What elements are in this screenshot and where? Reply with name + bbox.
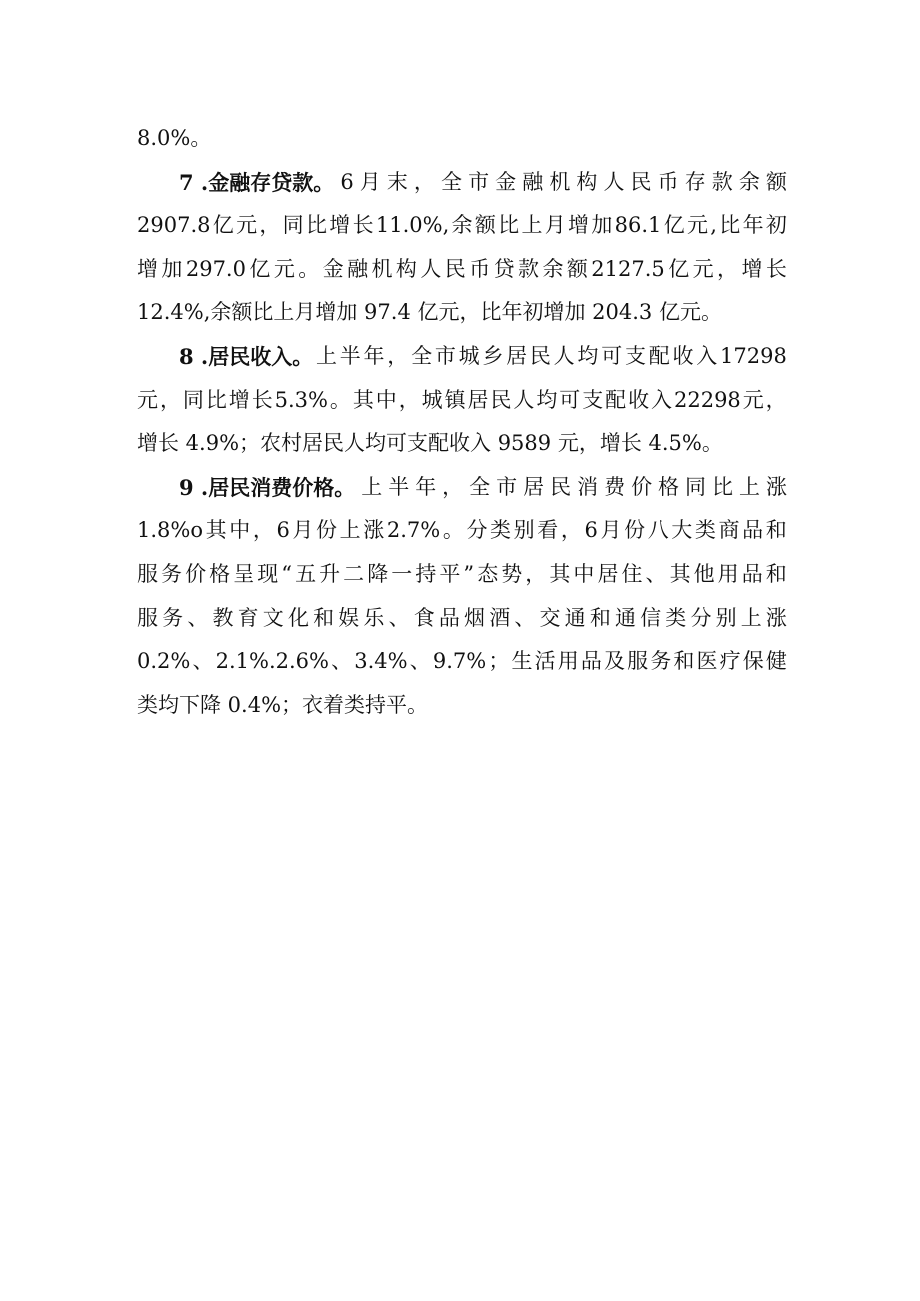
- text-run: 酒: [489, 605, 511, 630]
- text-run: 同: [182, 387, 204, 412]
- text-run: 元: [742, 387, 764, 412]
- text-run: 、: [388, 605, 410, 630]
- section-heading: 7 .金融存贷款。: [179, 169, 335, 195]
- text-run: 加: [591, 213, 613, 238]
- text-run: 教: [212, 605, 234, 630]
- text-run: 1.8%o: [137, 518, 203, 543]
- text-run: 收: [628, 387, 650, 412]
- text-run: 5.3%: [274, 387, 328, 412]
- text-run: 、: [187, 605, 209, 630]
- text-line: 12.4%,余额比上月增加 97.4 亿元，比年初增加 204.3 亿元。: [137, 300, 722, 325]
- text-run: 消: [577, 474, 599, 499]
- text-run: 月: [544, 213, 566, 238]
- text-run: 亿: [249, 256, 271, 281]
- text-run: 余: [542, 256, 564, 281]
- text-run: 涨: [363, 518, 385, 543]
- section-heading-line: [137, 466, 787, 510]
- section-heading-line: [137, 161, 787, 205]
- text-run: 币: [469, 256, 491, 281]
- text-run: 呈: [233, 561, 255, 586]
- text-run: 和: [673, 649, 695, 674]
- text-run: 平: [439, 561, 461, 586]
- text-run: 2127.5: [591, 256, 665, 281]
- text-run: 比: [205, 387, 227, 412]
- text-run: 涨: [765, 605, 787, 630]
- text-run: 86.1: [614, 213, 662, 238]
- text-run: 类: [665, 605, 687, 630]
- text-run: 育: [237, 605, 259, 630]
- text-run: 和: [765, 561, 787, 586]
- text-run: 费: [604, 474, 626, 499]
- text-run: 上: [316, 343, 337, 368]
- section-heading: 8 .居民收入。: [179, 343, 314, 369]
- text-run: 份: [624, 518, 646, 543]
- text-run: 构: [395, 256, 417, 281]
- text-run: 增: [137, 256, 158, 281]
- text-run: 市: [496, 474, 518, 499]
- text-run: 生: [511, 649, 533, 674]
- text-run: 品: [580, 649, 602, 674]
- text-run: 全: [441, 169, 462, 194]
- text-run: 可: [601, 343, 623, 368]
- text-run: 其: [549, 561, 571, 586]
- text-run: 年: [742, 213, 764, 238]
- text-run: 化: [287, 605, 309, 630]
- text-line: 8.0%。: [137, 126, 212, 150]
- text-run: 增: [741, 256, 763, 281]
- text-run: 额: [566, 256, 588, 281]
- text-run: 月: [359, 169, 381, 194]
- text-run: 服: [137, 605, 158, 630]
- text-run: 、: [514, 605, 536, 630]
- text-run: 月: [600, 518, 622, 543]
- text-run: 现: [257, 561, 279, 586]
- text-run: 上: [521, 213, 543, 238]
- text-run: ，: [398, 387, 420, 412]
- text-run: ，: [442, 474, 464, 499]
- text-run: 支: [624, 343, 646, 368]
- text-run: 款: [518, 256, 540, 281]
- text-run: ”: [463, 561, 475, 586]
- text-run: 款: [711, 169, 733, 194]
- text-run: “: [281, 561, 293, 586]
- text-run: 末: [386, 169, 408, 194]
- text-run: 信: [640, 605, 662, 630]
- text-run: 民: [444, 256, 466, 281]
- text-run: ，: [252, 518, 274, 543]
- text-run: 均: [577, 343, 599, 368]
- text-run: 上: [739, 474, 760, 499]
- text-run: 元: [692, 256, 714, 281]
- text-run: 11.0%,: [375, 213, 450, 238]
- text-run: 增: [568, 213, 590, 238]
- text-run: 通: [564, 605, 586, 630]
- text-run: 可: [559, 387, 581, 412]
- text-run: 乡: [482, 343, 504, 368]
- text-run: 类: [490, 518, 512, 543]
- text-run: 亿: [668, 256, 690, 281]
- text-run: 半: [388, 474, 410, 499]
- text-run: 存: [684, 169, 706, 194]
- text-run: 及: [603, 649, 625, 674]
- text-run: 居: [597, 561, 619, 586]
- text-run: 交: [539, 605, 561, 630]
- text-run: 年: [415, 474, 437, 499]
- text-run: 健: [765, 649, 787, 674]
- text-run: 活: [534, 649, 556, 674]
- text-run: 17298: [720, 343, 787, 368]
- text-run: 务: [161, 561, 183, 586]
- text-run: 额: [765, 169, 787, 194]
- text-run: 民: [630, 169, 652, 194]
- text-run: 金: [495, 169, 517, 194]
- text-run: 烟: [464, 605, 486, 630]
- text-run: ，: [717, 256, 739, 281]
- text-run: 民: [490, 387, 512, 412]
- text-run: 同: [282, 213, 304, 238]
- text-run: 9.7%: [432, 649, 487, 674]
- text-line: [137, 379, 787, 423]
- text-run: 3.4%: [354, 649, 408, 674]
- text-run: 品: [742, 518, 764, 543]
- text-run: 均: [536, 387, 558, 412]
- text-run: 格: [209, 561, 231, 586]
- text-run: 融: [347, 256, 369, 281]
- text-run: 融: [522, 169, 544, 194]
- text-line: [137, 248, 787, 292]
- text-run: 务: [162, 605, 184, 630]
- text-run: 22298: [673, 387, 741, 412]
- text-run: 持: [415, 561, 437, 586]
- text-run: 他: [693, 561, 715, 586]
- text-run: 元: [137, 387, 158, 412]
- text-run: 、: [409, 649, 431, 674]
- text-run: 医: [696, 649, 718, 674]
- text-run: 城: [421, 387, 443, 412]
- text-run: 。: [329, 387, 351, 412]
- text-run: 镇: [444, 387, 466, 412]
- text-run: 配: [605, 387, 627, 412]
- text-run: 居: [523, 474, 545, 499]
- text-run: 、: [192, 649, 214, 674]
- text-run: ，: [765, 387, 787, 412]
- text-run: 全: [469, 474, 491, 499]
- text-run: 人: [420, 256, 442, 281]
- text-run: 。: [442, 518, 464, 543]
- text-run: 半: [339, 343, 361, 368]
- text-run: 月: [292, 518, 314, 543]
- text-run: 入: [651, 387, 673, 412]
- text-run: 上: [740, 605, 762, 630]
- text-run: 文: [262, 605, 284, 630]
- text-run: 服: [137, 561, 158, 586]
- text-run: ；: [488, 649, 510, 674]
- text-run: 人: [513, 387, 535, 412]
- text-run: ，: [560, 518, 582, 543]
- text-run: 降: [367, 561, 389, 586]
- text-run: 其: [352, 387, 374, 412]
- text-run: 2.1%.2.6%: [215, 649, 329, 674]
- text-run: 6: [276, 518, 290, 543]
- text-run: 格: [658, 474, 680, 499]
- text-run: 上: [361, 474, 383, 499]
- text-run: 全: [411, 343, 433, 368]
- text-run: 比: [305, 213, 327, 238]
- text-line: 增长 4.9%；农村居民人均可支配收入 9589 元，增长 4.5%。: [137, 431, 723, 456]
- text-run: 用: [557, 649, 579, 674]
- text-run: 疗: [719, 649, 741, 674]
- text-run: 收: [672, 343, 694, 368]
- text-line: [137, 597, 787, 641]
- text-run: 和: [765, 518, 787, 543]
- text-run: 6: [584, 518, 598, 543]
- text-run: 元: [686, 213, 708, 238]
- text-run: 亿: [663, 213, 685, 238]
- text-run: 比: [498, 213, 520, 238]
- text-run: 和: [313, 605, 335, 630]
- text-run: 品: [438, 605, 460, 630]
- text-run: 金: [322, 256, 344, 281]
- text-line: [137, 640, 787, 684]
- text-run: 增: [228, 387, 250, 412]
- text-run: ，: [413, 169, 435, 194]
- text-run: 市: [434, 343, 456, 368]
- text-run: 6: [340, 169, 354, 194]
- text-run: 、: [331, 649, 353, 674]
- text-run: 人: [603, 169, 625, 194]
- text-run: 商: [718, 518, 740, 543]
- text-run: 中: [375, 387, 397, 412]
- text-run: 升: [319, 561, 341, 586]
- text-run: 八: [647, 518, 669, 543]
- text-run: ，: [259, 213, 281, 238]
- text-run: 乐: [363, 605, 385, 630]
- text-line: [137, 553, 787, 597]
- text-run: 初: [765, 213, 787, 238]
- text-run: 余: [451, 213, 473, 238]
- text-run: 长: [765, 256, 787, 281]
- text-run: 2.7%: [386, 518, 441, 543]
- text-run: 居: [467, 387, 489, 412]
- text-run: 长: [251, 387, 273, 412]
- text-run: 分: [690, 605, 712, 630]
- text-run: 币: [657, 169, 679, 194]
- text-run: 贷: [493, 256, 515, 281]
- text-run: 用: [717, 561, 739, 586]
- text-run: 比: [712, 474, 734, 499]
- text-run: 别: [513, 518, 535, 543]
- text-run: 297.0: [185, 256, 246, 281]
- text-run: 价: [185, 561, 207, 586]
- text-run: 和: [589, 605, 611, 630]
- text-run: ,: [710, 213, 717, 238]
- text-run: 居: [506, 343, 528, 368]
- text-run: 民: [529, 343, 551, 368]
- text-run: 中: [573, 561, 595, 586]
- text-run: 比: [719, 213, 741, 238]
- text-run: 通: [614, 605, 636, 630]
- text-run: 其: [669, 561, 691, 586]
- text-run: 中: [229, 518, 251, 543]
- text-run: 亿: [212, 213, 234, 238]
- text-run: 服: [627, 649, 649, 674]
- text-run: 其: [205, 518, 227, 543]
- text-run: 保: [742, 649, 764, 674]
- section-heading-line: [137, 335, 787, 379]
- text-run: 分: [466, 518, 488, 543]
- text-run: 加: [161, 256, 183, 281]
- text-run: 元: [236, 213, 258, 238]
- text-line: [137, 509, 787, 553]
- text-run: 二: [343, 561, 365, 586]
- text-run: 五: [295, 561, 317, 586]
- text-run: 涨: [765, 474, 787, 499]
- text-run: ，: [387, 343, 409, 368]
- text-run: 长: [352, 213, 374, 238]
- text-run: 份: [316, 518, 338, 543]
- text-run: 大: [671, 518, 693, 543]
- text-run: 食: [413, 605, 435, 630]
- text-run: 民: [550, 474, 572, 499]
- text-run: 市: [468, 169, 490, 194]
- section-heading: 9 .居民消费价格。: [179, 474, 356, 500]
- text-run: 娱: [338, 605, 360, 630]
- text-run: 增: [329, 213, 351, 238]
- text-run: 务: [650, 649, 672, 674]
- text-run: 。: [298, 256, 320, 281]
- text-run: 别: [715, 605, 737, 630]
- text-run: 年: [363, 343, 385, 368]
- text-run: 城: [458, 343, 480, 368]
- text-run: 构: [576, 169, 598, 194]
- text-run: 0.2%: [137, 649, 191, 674]
- text-run: 上: [339, 518, 361, 543]
- text-run: 入: [696, 343, 718, 368]
- text-line: [137, 204, 787, 248]
- text-run: 住: [621, 561, 643, 586]
- text-run: 人: [553, 343, 575, 368]
- text-run: 余: [738, 169, 760, 194]
- text-line: 类均下降 0.4%；衣着类持平。: [137, 692, 429, 717]
- text-run: 额: [474, 213, 496, 238]
- text-run: 机: [549, 169, 571, 194]
- text-run: 支: [582, 387, 604, 412]
- text-run: 配: [648, 343, 670, 368]
- text-run: 类: [694, 518, 716, 543]
- text-run: 看: [537, 518, 559, 543]
- text-run: 价: [631, 474, 653, 499]
- text-run: 机: [371, 256, 393, 281]
- text-run: 、: [645, 561, 667, 586]
- text-run: ，: [525, 561, 547, 586]
- text-run: 同: [685, 474, 707, 499]
- text-run: 元: [273, 256, 295, 281]
- text-run: 2907.8: [137, 213, 211, 238]
- text-run: 一: [391, 561, 413, 586]
- text-run: 品: [741, 561, 763, 586]
- text-run: 势: [501, 561, 523, 586]
- text-run: 态: [477, 561, 499, 586]
- document-body: [137, 117, 787, 727]
- text-run: ，: [159, 387, 181, 412]
